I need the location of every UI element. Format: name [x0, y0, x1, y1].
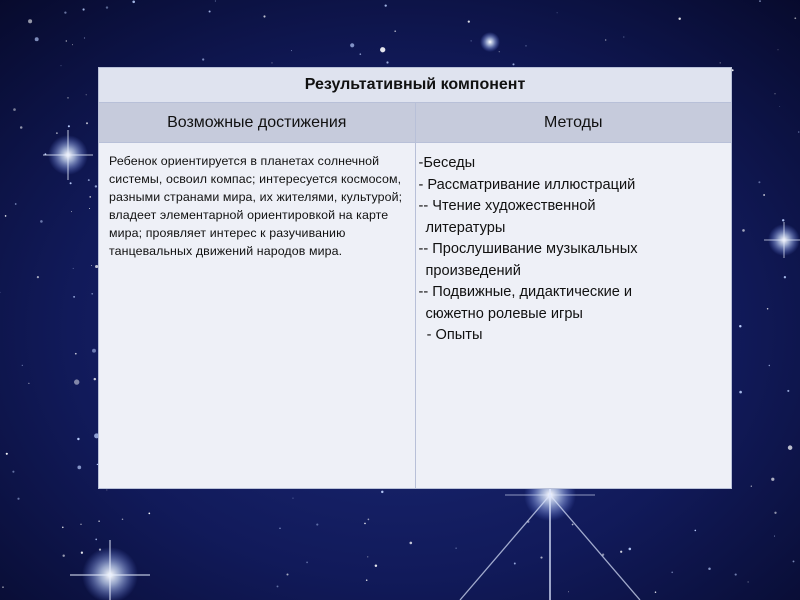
star — [28, 383, 29, 384]
star — [15, 203, 17, 205]
star — [409, 542, 412, 545]
star — [788, 445, 793, 450]
star — [61, 65, 62, 66]
star — [84, 37, 85, 38]
star — [782, 219, 784, 221]
star — [784, 276, 786, 278]
star — [499, 51, 500, 52]
star — [70, 182, 72, 184]
star — [385, 4, 387, 6]
star — [63, 555, 65, 557]
star — [71, 211, 72, 212]
star — [86, 94, 87, 95]
star — [771, 478, 774, 481]
star — [73, 268, 74, 269]
star — [91, 265, 92, 266]
star — [779, 106, 780, 107]
star — [73, 296, 75, 298]
star — [471, 40, 472, 41]
result-component-table — [98, 67, 732, 489]
star — [671, 571, 673, 573]
star — [83, 8, 85, 10]
star — [292, 498, 293, 499]
star — [360, 53, 362, 55]
star — [56, 132, 58, 134]
star — [512, 63, 514, 65]
star — [89, 208, 90, 209]
star — [720, 62, 721, 63]
star — [64, 11, 66, 13]
star — [6, 453, 8, 455]
star — [375, 565, 377, 567]
star — [148, 513, 150, 515]
star — [623, 36, 624, 37]
method-line-continuation: произведений — [425, 262, 521, 279]
method-line: - Рассматривание иллюстраций — [418, 176, 636, 193]
star — [386, 61, 388, 63]
star — [88, 179, 90, 181]
method-item — [419, 282, 728, 325]
star — [91, 293, 93, 295]
star — [209, 10, 211, 12]
bright-star-top — [480, 32, 500, 52]
column-header-achievements: Возможные достижения — [99, 103, 416, 143]
star — [28, 19, 32, 23]
star — [774, 536, 775, 537]
achievements-cell — [99, 143, 416, 489]
star — [77, 466, 81, 470]
star — [74, 379, 79, 384]
star — [68, 125, 70, 127]
star — [759, 0, 760, 1]
star — [2, 586, 3, 587]
star — [271, 62, 272, 63]
star — [794, 17, 796, 19]
star — [368, 519, 370, 521]
star — [350, 43, 354, 47]
star — [557, 12, 558, 13]
methods-list — [416, 143, 732, 347]
star — [763, 194, 765, 196]
method-item — [419, 153, 728, 175]
star — [92, 349, 96, 353]
star — [215, 0, 216, 1]
star — [12, 471, 14, 473]
star — [655, 591, 656, 592]
star — [694, 530, 696, 532]
star — [787, 390, 789, 392]
star — [98, 521, 99, 522]
achievements-text: Ребенок ориентируется в планетах солнечной системы, освоил компас; интересуется космосом, разными странами мира, их жителями, культурой; владеет элементарной ориентировкой на карте мира; проявляет интерес к разучиванию танцевальных движений народов мира. — [109, 154, 403, 258]
method-item — [419, 175, 728, 197]
method-item — [419, 196, 728, 239]
star — [739, 391, 742, 394]
star — [367, 556, 368, 557]
method-line-continuation: сюжетно ролевые игры — [425, 305, 583, 322]
method-line: -- Чтение художественной — [418, 198, 596, 214]
star — [774, 93, 775, 94]
star — [742, 229, 745, 232]
star — [798, 131, 800, 133]
method-line: - Опыты — [418, 327, 483, 343]
star — [17, 498, 19, 500]
star — [122, 519, 124, 521]
star — [605, 39, 606, 40]
star — [13, 108, 16, 111]
star — [751, 486, 752, 487]
star — [72, 44, 73, 45]
star — [89, 196, 91, 198]
star — [277, 585, 279, 587]
method-line: -- Подвижные, дидактические и — [418, 284, 633, 300]
star — [132, 1, 135, 4]
star — [106, 6, 108, 8]
method-item — [419, 325, 728, 347]
star — [202, 58, 204, 60]
star — [263, 15, 265, 17]
star — [66, 40, 67, 41]
star — [20, 126, 23, 129]
methods-cell — [415, 143, 732, 489]
star — [86, 122, 88, 124]
star — [81, 552, 83, 554]
star — [778, 49, 779, 50]
star — [767, 308, 769, 310]
star — [394, 30, 396, 32]
star — [735, 574, 737, 576]
star — [286, 573, 288, 575]
star — [67, 97, 68, 98]
star — [381, 491, 383, 493]
star — [708, 568, 711, 571]
star — [95, 539, 97, 541]
star — [75, 353, 77, 355]
star — [291, 50, 292, 51]
star — [468, 20, 470, 22]
method-line: -- Прослушивание музыкальных — [418, 241, 638, 257]
star — [107, 490, 108, 491]
star — [514, 563, 516, 565]
star — [35, 37, 39, 41]
star — [80, 524, 81, 525]
table-title: Результативный компонент — [99, 68, 732, 103]
star — [40, 220, 43, 223]
star — [306, 562, 308, 564]
star — [95, 185, 97, 187]
star — [366, 579, 368, 581]
star — [455, 548, 456, 549]
star — [774, 512, 776, 514]
star — [568, 591, 569, 592]
star — [793, 560, 795, 562]
star — [620, 551, 622, 553]
star — [758, 181, 760, 183]
star — [37, 276, 39, 278]
star — [380, 47, 385, 52]
star — [5, 215, 7, 217]
star — [748, 581, 749, 582]
star — [739, 325, 741, 327]
method-line-continuation: литературы — [425, 219, 506, 236]
star — [77, 438, 79, 440]
method-item — [419, 239, 728, 282]
star — [629, 548, 632, 551]
method-line: -Беседы — [418, 155, 476, 171]
star — [279, 528, 280, 529]
star — [62, 527, 64, 529]
star — [525, 45, 526, 46]
star — [22, 365, 23, 366]
star — [572, 524, 574, 526]
star — [769, 365, 770, 366]
star — [316, 524, 318, 526]
star — [364, 523, 366, 525]
column-header-methods: Методы — [415, 103, 732, 143]
star — [94, 378, 96, 380]
star — [540, 557, 542, 559]
star — [678, 17, 680, 19]
